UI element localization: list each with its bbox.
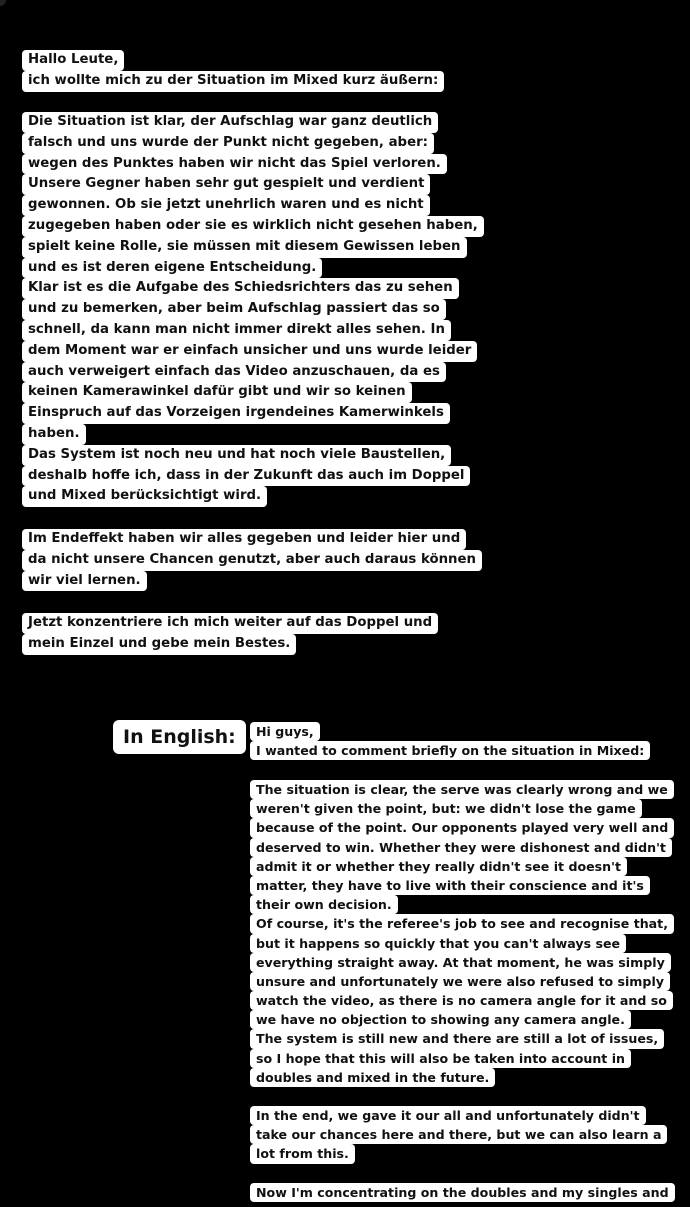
german-paragraph-situation [22, 112, 484, 507]
text-line-content: falsch und uns wurde der Punkt nicht gegeben, aber: [22, 133, 434, 154]
text-line-content: Unsere Gegner haben sehr gut gespielt und verdient [22, 174, 430, 195]
text-line [250, 780, 674, 799]
text-line-content: wir viel lernen. [22, 571, 147, 592]
text-line-content: The system is still new and there are still a lot of issues, [250, 1029, 664, 1048]
text-line-content: because of the point. Our opponents played very well and [250, 818, 674, 837]
text-line-content: wegen des Punktes haben wir nicht das Spiel verloren. [22, 154, 447, 175]
text-line-content: Of course, it's the referee's job to see and recognise that, [250, 914, 674, 933]
text-line-content: Im Endeffekt haben wir alles gegeben und leider hier und [22, 529, 466, 550]
text-line-content: deserved to win. Whether they were dishonest and didn't [250, 838, 672, 857]
text-line [250, 953, 674, 972]
text-line [250, 1029, 674, 1048]
text-line [22, 320, 484, 341]
text-line [22, 50, 444, 71]
text-line [22, 529, 482, 550]
text-line [250, 876, 674, 895]
text-line [22, 71, 444, 92]
german-paragraph-greeting [22, 50, 444, 92]
text-line-content: mein Einzel und gebe mein Bestes. [22, 634, 296, 655]
english-paragraph-effort [250, 1106, 667, 1164]
text-line-content: matter, they have to live with their conscience and it's [250, 876, 650, 895]
text-line-content: keinen Kamerawinkel dafür gibt und wir so keinen [22, 382, 412, 403]
text-line [250, 934, 674, 953]
text-line [250, 1144, 667, 1163]
text-line-content: we have no objection to showing any camera angle. [250, 1010, 631, 1029]
english-paragraph-greeting [250, 722, 650, 760]
text-line-content: Hallo Leute, [22, 50, 124, 71]
text-line-content: Die Situation ist klar, der Aufschlag war ganz deutlich [22, 112, 438, 133]
text-line [22, 571, 482, 592]
text-line [250, 914, 674, 933]
text-line [22, 112, 484, 133]
text-line-content: Hi guys, [250, 722, 320, 741]
text-line-content: und Mixed berücksichtigt wird. [22, 486, 267, 507]
text-line [250, 722, 650, 741]
text-line-content: doubles and mixed in the future. [250, 1068, 495, 1087]
text-line-content: Jetzt konzentriere ich mich weiter auf das Doppel und [22, 613, 438, 634]
text-line-content: The situation is clear, the serve was clearly wrong and we [250, 780, 674, 799]
text-line-content: watch the video, as there is no camera angle for it and so [250, 991, 673, 1010]
text-line [22, 154, 484, 175]
in-english-label: In English: [113, 720, 246, 754]
text-line [250, 741, 650, 760]
text-line [250, 1010, 674, 1029]
text-line [22, 424, 484, 445]
text-line [250, 818, 674, 837]
german-paragraph-focus [22, 613, 438, 655]
text-line [22, 216, 484, 237]
text-line [250, 857, 674, 876]
text-line [22, 486, 484, 507]
text-line-content: und es ist deren eigene Entscheidung. [22, 258, 322, 279]
text-line-content: I wanted to comment briefly on the situation in Mixed: [250, 741, 650, 760]
text-line [250, 895, 674, 914]
text-line [22, 382, 484, 403]
corner-mark [0, 0, 6, 6]
text-line [22, 237, 484, 258]
text-line-content: Das System ist noch neu und hat noch viele Baustellen, [22, 445, 451, 466]
text-line-content: da nicht unsere Chancen genutzt, aber auch daraus können [22, 550, 482, 571]
text-line [22, 634, 438, 655]
text-line-content: und zu bemerken, aber beim Aufschlag passiert das so [22, 299, 446, 320]
text-line-content: so I hope that this will also be taken into account in [250, 1049, 631, 1068]
text-line [22, 341, 484, 362]
text-line [250, 799, 674, 818]
text-line-content: Klar ist es die Aufgabe des Schiedsrichters das zu sehen [22, 278, 459, 299]
text-line [250, 1183, 675, 1202]
german-paragraph-effort [22, 529, 482, 591]
text-line-content: schnell, da kann man nicht immer direkt alles sehen. In [22, 320, 451, 341]
text-line [22, 133, 484, 154]
text-line-content: unsure and unfortunately we were also refused to simply [250, 972, 670, 991]
text-line-content: gewonnen. Ob sie jetzt unehrlich waren und es nicht [22, 195, 430, 216]
text-line [250, 1068, 674, 1087]
text-line [22, 174, 484, 195]
english-paragraph-situation [250, 780, 674, 1087]
text-line [22, 278, 484, 299]
text-line [22, 613, 438, 634]
text-line-content: zugegeben haben oder sie es wirklich nicht gesehen haben, [22, 216, 484, 237]
text-line-content: deshalb hoffe ich, dass in der Zukunft das auch im Doppel [22, 466, 470, 487]
text-line [250, 1106, 667, 1125]
text-line-content: ich wollte mich zu der Situation im Mixed kurz äußern: [22, 71, 444, 92]
text-line [250, 1125, 667, 1144]
text-line [250, 838, 674, 857]
text-line-content: In the end, we gave it our all and unfortunately didn't [250, 1106, 646, 1125]
text-line-content: Now I'm concentrating on the doubles and my singles and [250, 1183, 675, 1202]
text-line-content: haben. [22, 424, 86, 445]
text-line-content: everything straight away. At that moment, he was simply [250, 953, 671, 972]
text-line-content: dem Moment war er einfach unsicher und uns wurde leider [22, 341, 477, 362]
text-line [22, 445, 484, 466]
text-line-content: lot from this. [250, 1144, 355, 1163]
text-line [22, 195, 484, 216]
text-line [22, 258, 484, 279]
text-line [250, 991, 674, 1010]
text-line-content: auch verweigert einfach das Video anzuschauen, da es [22, 362, 446, 383]
text-line-content: but it happens so quickly that you can't always see [250, 934, 626, 953]
text-line-content: their own decision. [250, 895, 398, 914]
text-line [250, 972, 674, 991]
text-line [22, 362, 484, 383]
text-line [250, 1049, 674, 1068]
text-line-content: weren't given the point, but: we didn't lose the game [250, 799, 642, 818]
text-line [22, 299, 484, 320]
text-line-content: Einspruch auf das Vorzeigen irgendeines Kamerwinkels [22, 403, 450, 424]
text-line [22, 403, 484, 424]
text-line-content: take our chances here and there, but we can also learn a [250, 1125, 667, 1144]
text-line [22, 550, 482, 571]
text-line-content: admit it or whether they really didn't see it doesn't [250, 857, 627, 876]
english-paragraph-focus [250, 1183, 675, 1202]
text-line-content: spielt keine Rolle, sie müssen mit diesem Gewissen leben [22, 237, 467, 258]
text-line [22, 466, 484, 487]
